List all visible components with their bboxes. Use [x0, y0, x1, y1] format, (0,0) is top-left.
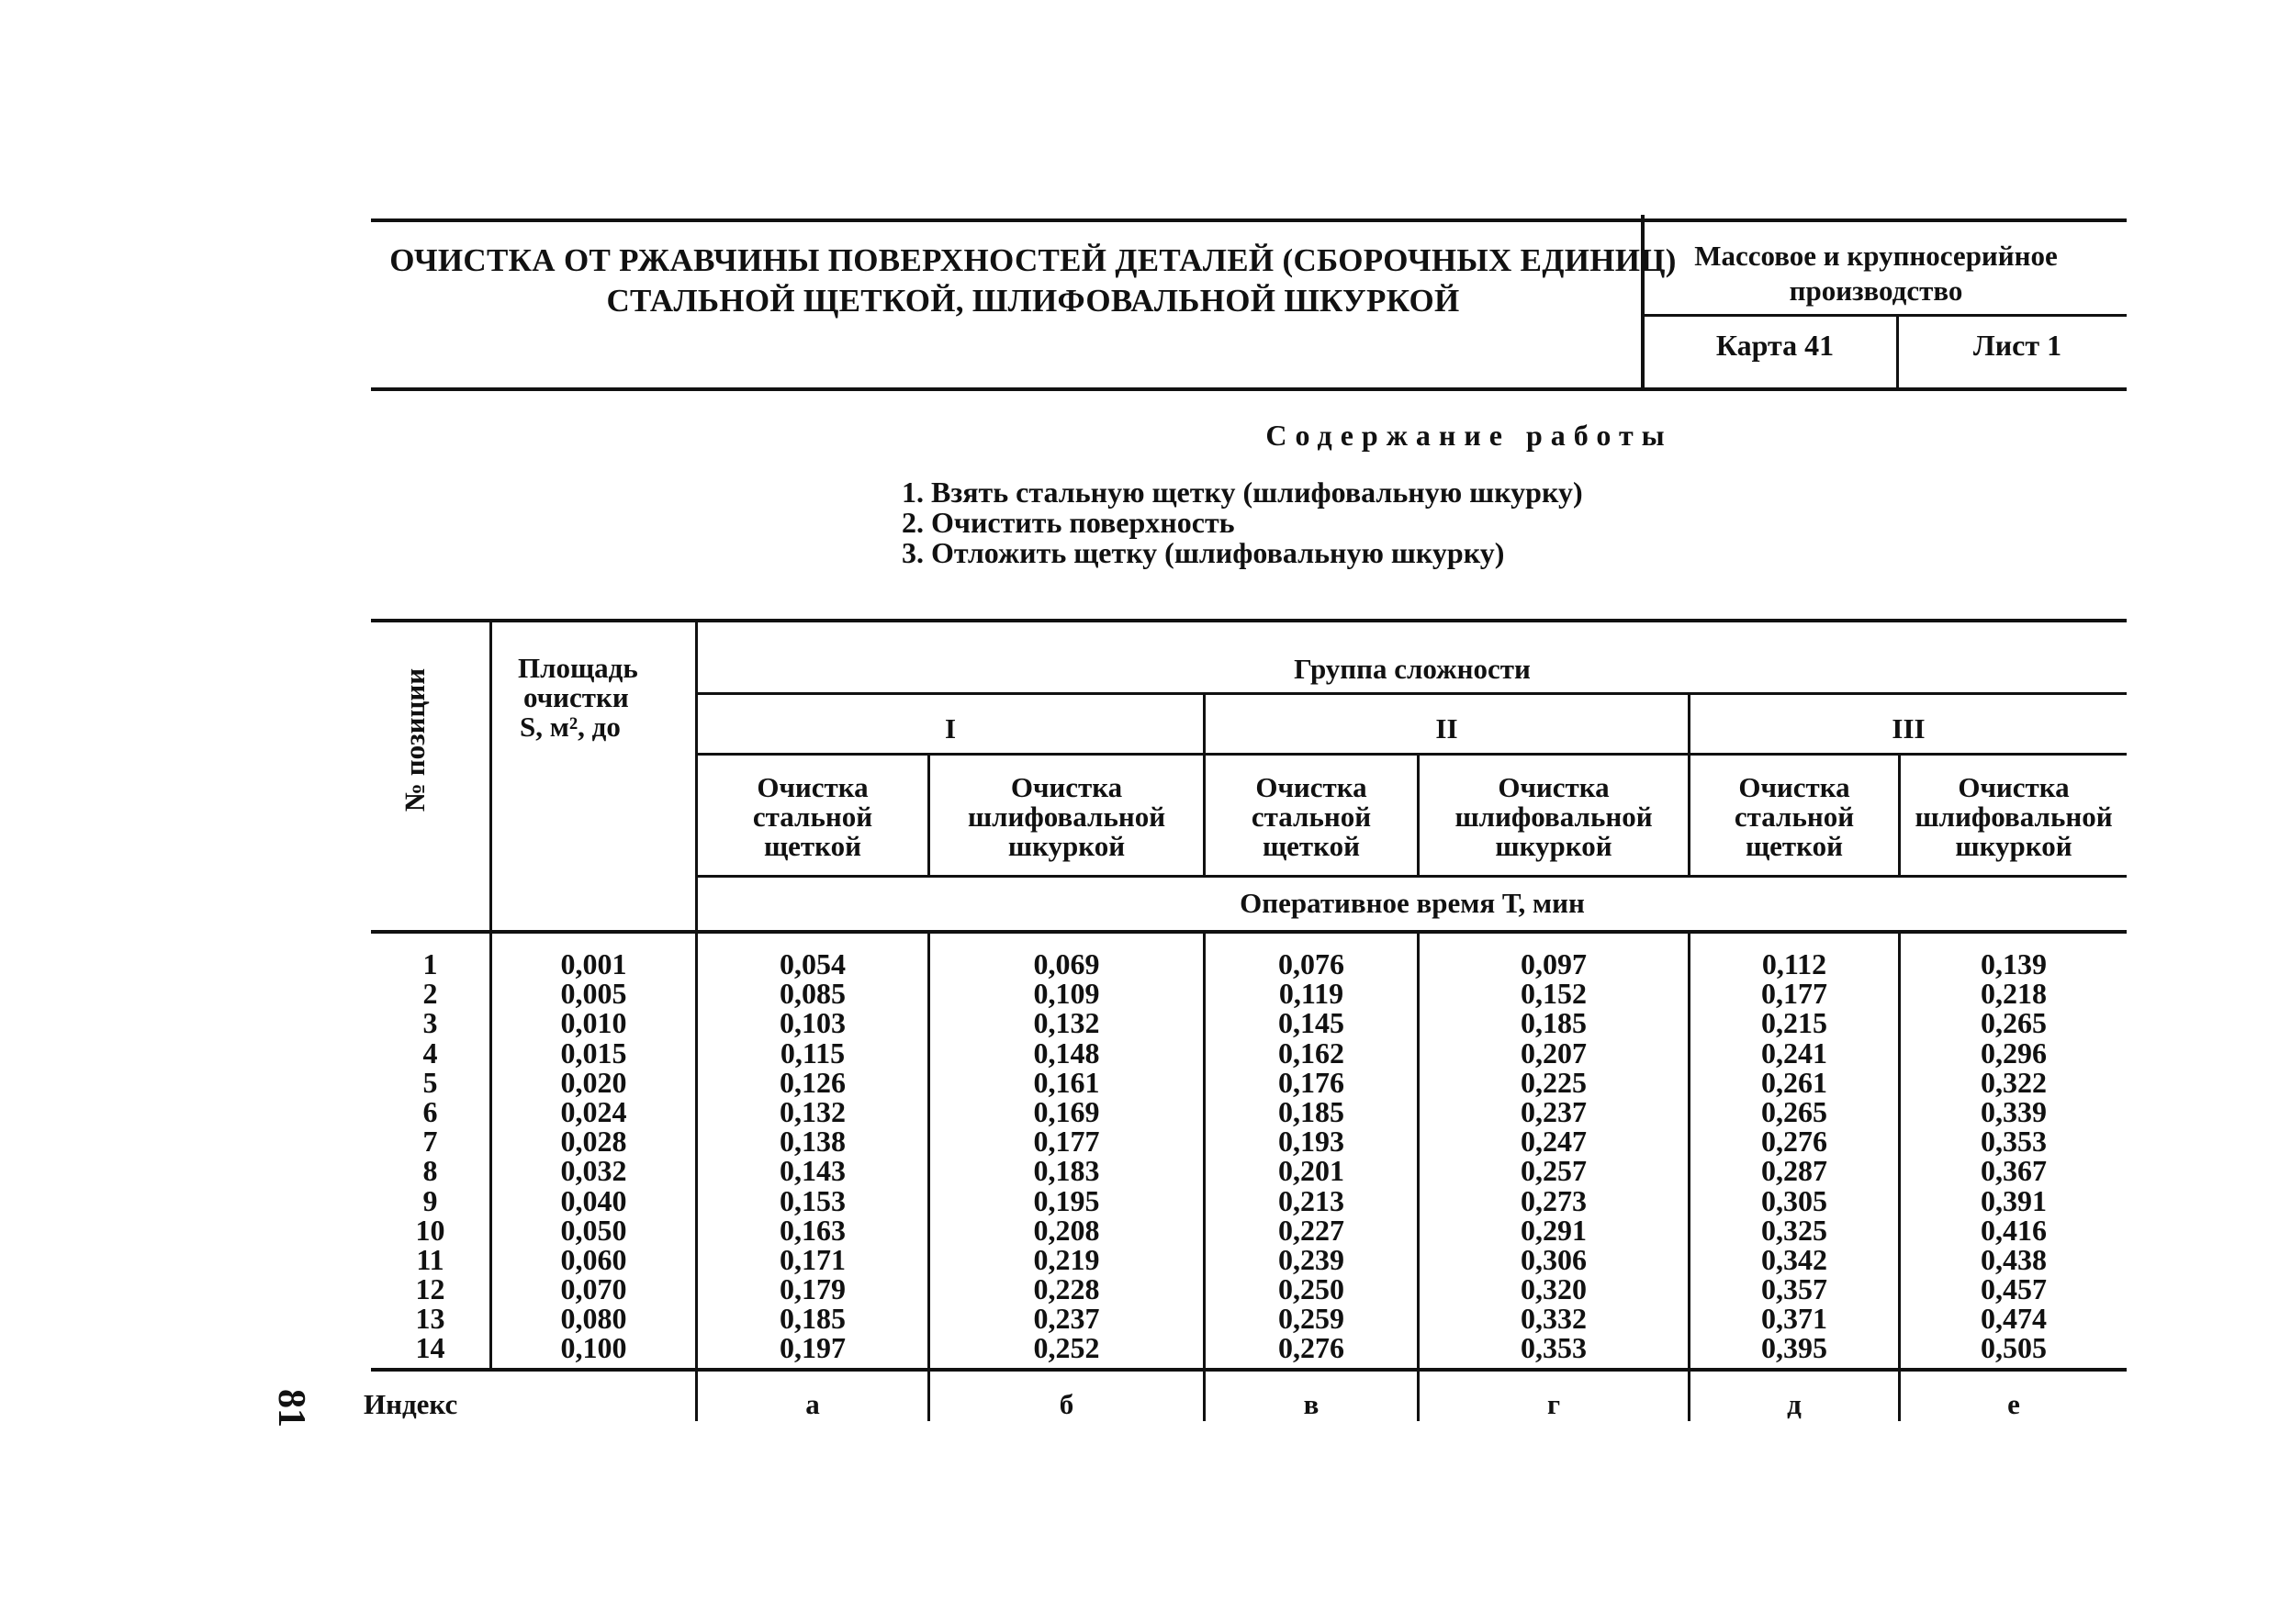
time-cell: 0,276: [1278, 1331, 1344, 1365]
time-cell: 0,457: [1981, 1272, 2047, 1306]
position-cell: 9: [422, 1183, 438, 1217]
time-cell: 0,287: [1761, 1154, 1827, 1188]
time-cell: 0,306: [1521, 1242, 1587, 1276]
time-cell: 0,291: [1521, 1213, 1587, 1247]
method-line: стальной: [752, 801, 873, 833]
method-line: щеткой: [1263, 830, 1360, 862]
area-cell: 0,060: [560, 1242, 627, 1276]
index-f: е: [2007, 1388, 2020, 1420]
method-line: шлифовальной: [1915, 801, 2113, 833]
time-cell: 0,218: [1981, 977, 2047, 1011]
time-cell: 0,225: [1521, 1065, 1587, 1099]
time-cell: 0,273: [1521, 1183, 1587, 1217]
time-cell: 0,265: [1981, 1006, 2047, 1040]
position-cell: 1: [422, 947, 438, 980]
time-cell: 0,239: [1278, 1242, 1344, 1276]
method-header-d: [1420, 773, 1688, 861]
area-cell: 0,024: [560, 1094, 627, 1128]
time-cell: 0,353: [1981, 1125, 2047, 1159]
index-b: б: [1059, 1388, 1074, 1420]
position-cell: 8: [422, 1154, 438, 1188]
header-bottom-rule: [371, 387, 2127, 391]
index-label: Индекс: [364, 1388, 458, 1420]
time-cell: 0,162: [1278, 1036, 1344, 1070]
complexity-header-rule: [696, 692, 2127, 695]
area-header-line: S, м², до: [520, 711, 621, 743]
time-column-b: [930, 949, 1203, 1363]
position-cell: 4: [422, 1036, 438, 1070]
time-cell: 0,237: [1033, 1302, 1100, 1336]
time-cell: 0,169: [1033, 1094, 1100, 1128]
area-cell: 0,080: [560, 1302, 627, 1336]
position-cell: 13: [415, 1302, 445, 1336]
time-column-f: [1901, 949, 2127, 1363]
time-cell: 0,252: [1033, 1331, 1100, 1365]
time-cell: 0,241: [1761, 1036, 1827, 1070]
method-header-c: [1206, 773, 1417, 861]
time-cell: 0,139: [1981, 947, 2047, 980]
time-cell: 0,276: [1761, 1125, 1827, 1159]
method-header-b: [930, 773, 1203, 861]
position-cell: 11: [416, 1242, 444, 1276]
time-cell: 0,138: [780, 1125, 846, 1159]
position-cell: 7: [422, 1125, 438, 1159]
group-I-header: I: [944, 712, 957, 745]
time-cell: 0,357: [1761, 1272, 1827, 1306]
position-cell: 5: [422, 1065, 438, 1099]
document-title-line2: СТАЛЬНОЙ ЩЕТКОЙ, ШЛИФОВАЛЬНОЙ ШКУРКОЙ: [606, 283, 1460, 319]
work-step: 2. Очистить поверхность: [902, 506, 1235, 539]
time-cell: 0,201: [1278, 1154, 1344, 1188]
method-line: шлифовальной: [1454, 801, 1653, 833]
work-step: 3. Отложить щетку (шлифовальную шкурку): [902, 536, 1505, 569]
time-cell: 0,207: [1521, 1036, 1587, 1070]
position-cell: 12: [415, 1272, 445, 1306]
area-cell: 0,010: [560, 1006, 627, 1040]
methods-rule: [696, 875, 2127, 878]
position-cell: 6: [422, 1094, 438, 1128]
time-cell: 0,416: [1981, 1213, 2047, 1247]
time-cell: 0,228: [1033, 1272, 1100, 1306]
area-cell: 0,070: [560, 1272, 627, 1306]
time-cell: 0,250: [1278, 1272, 1344, 1306]
method-line: стальной: [1734, 801, 1855, 833]
work-steps-list: [902, 477, 1583, 568]
time-cell: 0,171: [780, 1242, 846, 1276]
position-column: [371, 949, 489, 1363]
time-cell: 0,097: [1521, 947, 1587, 980]
time-cell: 0,195: [1033, 1183, 1100, 1217]
time-cell: 0,176: [1278, 1065, 1344, 1099]
time-cell: 0,237: [1521, 1094, 1587, 1128]
position-cell: 2: [422, 977, 438, 1011]
time-cell: 0,163: [780, 1213, 846, 1247]
time-cell: 0,353: [1521, 1331, 1587, 1365]
time-cell: 0,132: [1033, 1006, 1100, 1040]
table-header-bottom-rule: [371, 930, 2127, 934]
position-cell: 10: [415, 1213, 445, 1247]
position-cell: 3: [422, 1006, 438, 1040]
table-body-bottom-rule: [371, 1368, 2127, 1372]
time-cell: 0,126: [780, 1065, 846, 1099]
time-cell: 0,322: [1981, 1065, 2047, 1099]
production-type-line1: Массовое и крупносерийное: [1694, 240, 2058, 272]
document-title: [376, 241, 1690, 321]
method-line: щеткой: [764, 830, 861, 862]
time-cell: 0,143: [780, 1154, 846, 1188]
time-cell: 0,177: [1033, 1125, 1100, 1159]
method-line: шлифовальной: [967, 801, 1166, 833]
time-cell: 0,474: [1981, 1302, 2047, 1336]
time-cell: 0,257: [1521, 1154, 1587, 1188]
time-cell: 0,395: [1761, 1331, 1827, 1365]
time-cell: 0,438: [1981, 1242, 2047, 1276]
position-cell: 14: [415, 1331, 445, 1365]
area-header: [496, 654, 691, 742]
time-cell: 0,119: [1278, 977, 1344, 1011]
time-cell: 0,339: [1981, 1094, 2047, 1128]
sheet-number: Лист 1: [1972, 329, 2062, 362]
time-cell: 0,197: [780, 1331, 846, 1365]
time-cell: 0,152: [1521, 977, 1587, 1011]
area-column: [492, 949, 695, 1363]
time-cell: 0,332: [1521, 1302, 1587, 1336]
time-column-d: [1420, 949, 1688, 1363]
production-type-line2: производство: [1789, 274, 1963, 307]
area-cell: 0,050: [560, 1213, 627, 1247]
position-number-header: № позиции: [399, 667, 431, 812]
work-content-heading: Содержание работы: [1265, 419, 1673, 452]
method-line: Очистка: [1498, 771, 1610, 803]
time-cell: 0,115: [780, 1036, 846, 1070]
time-cell: 0,183: [1033, 1154, 1100, 1188]
time-cell: 0,112: [1761, 947, 1827, 980]
time-cell: 0,132: [780, 1094, 846, 1128]
area-cell: 0,005: [560, 977, 627, 1011]
time-column-e: [1690, 949, 1898, 1363]
time-cell: 0,215: [1761, 1006, 1827, 1040]
time-cell: 0,371: [1761, 1302, 1827, 1336]
header-top-rule: [371, 218, 2127, 222]
method-line: стальной: [1251, 801, 1372, 833]
groups-rule: [696, 753, 2127, 756]
page-number: 81: [270, 1389, 312, 1428]
time-cell: 0,193: [1278, 1125, 1344, 1159]
document-title-line1: ОЧИСТКА ОТ РЖАВЧИНЫ ПОВЕРХНОСТЕЙ ДЕТАЛЕЙ (СБОРОЧНЫХ ЕДИНИЦ): [389, 242, 1677, 278]
time-cell: 0,213: [1278, 1183, 1344, 1217]
method-line: шкуркой: [1495, 830, 1612, 862]
group-III-header: III: [1892, 712, 1926, 745]
time-column-a: [698, 949, 927, 1363]
time-cell: 0,505: [1981, 1331, 2047, 1365]
time-cell: 0,296: [1981, 1036, 2047, 1070]
time-cell: 0,219: [1033, 1242, 1100, 1276]
time-cell: 0,161: [1033, 1065, 1100, 1099]
time-cell: 0,208: [1033, 1213, 1100, 1247]
complexity-group-header: Группа сложности: [1294, 653, 1531, 685]
card-number: Карта 41: [1715, 329, 1835, 362]
time-cell: 0,076: [1278, 947, 1344, 980]
area-header-line: очистки: [523, 681, 629, 713]
area-cell: 0,032: [560, 1154, 627, 1188]
area-cell: 0,040: [560, 1183, 627, 1217]
method-line: Очистка: [1958, 771, 2070, 803]
time-cell: 0,342: [1761, 1242, 1827, 1276]
method-line: Очистка: [757, 771, 869, 803]
method-line: Очистка: [1010, 771, 1123, 803]
header-card-divider-h: [1645, 314, 2127, 317]
time-cell: 0,259: [1278, 1302, 1344, 1336]
time-cell: 0,185: [1521, 1006, 1587, 1040]
table-top-rule: [371, 619, 2127, 622]
time-cell: 0,185: [1278, 1094, 1344, 1128]
area-cell: 0,015: [560, 1036, 627, 1070]
time-cell: 0,185: [780, 1302, 846, 1336]
time-cell: 0,265: [1761, 1094, 1827, 1128]
time-cell: 0,179: [780, 1272, 846, 1306]
method-line: Очистка: [1738, 771, 1850, 803]
time-cell: 0,320: [1521, 1272, 1587, 1306]
method-header-a: [698, 773, 927, 861]
method-line: Очистка: [1255, 771, 1367, 803]
method-line: шкуркой: [1955, 830, 2072, 862]
time-column-c: [1206, 949, 1417, 1363]
time-cell: 0,145: [1278, 1006, 1344, 1040]
time-cell: 0,085: [780, 977, 846, 1011]
method-line: щеткой: [1746, 830, 1843, 862]
time-cell: 0,325: [1761, 1213, 1827, 1247]
time-cell: 0,177: [1761, 977, 1827, 1011]
time-cell: 0,109: [1033, 977, 1100, 1011]
time-cell: 0,069: [1033, 947, 1100, 980]
time-cell: 0,153: [780, 1183, 846, 1217]
area-cell: 0,001: [560, 947, 627, 980]
method-header-e: [1690, 773, 1898, 861]
area-cell: 0,020: [560, 1065, 627, 1099]
area-header-line: Площадь: [518, 652, 638, 684]
time-cell: 0,054: [780, 947, 846, 980]
work-step: 1. Взять стальную щетку (шлифовальную шкурку): [902, 476, 1583, 509]
time-cell: 0,391: [1981, 1183, 2047, 1217]
method-line: шкуркой: [1007, 830, 1126, 862]
group-II-header: II: [1435, 712, 1458, 745]
time-cell: 0,247: [1521, 1125, 1587, 1159]
area-cell: 0,028: [560, 1125, 627, 1159]
time-cell: 0,305: [1761, 1183, 1827, 1217]
index-d: г: [1546, 1388, 1561, 1420]
time-cell: 0,103: [780, 1006, 846, 1040]
area-cell: 0,100: [560, 1331, 627, 1365]
index-c: в: [1303, 1388, 1320, 1420]
index-a: а: [805, 1388, 820, 1420]
time-cell: 0,227: [1278, 1213, 1344, 1247]
production-type: [1651, 239, 2101, 308]
index-e: д: [1787, 1388, 1802, 1420]
time-cell: 0,367: [1981, 1154, 2047, 1188]
operative-time-header: Оперативное время Т, мин: [1240, 887, 1585, 919]
method-header-f: [1901, 773, 2127, 861]
time-cell: 0,148: [1033, 1036, 1100, 1070]
time-cell: 0,261: [1761, 1065, 1827, 1099]
